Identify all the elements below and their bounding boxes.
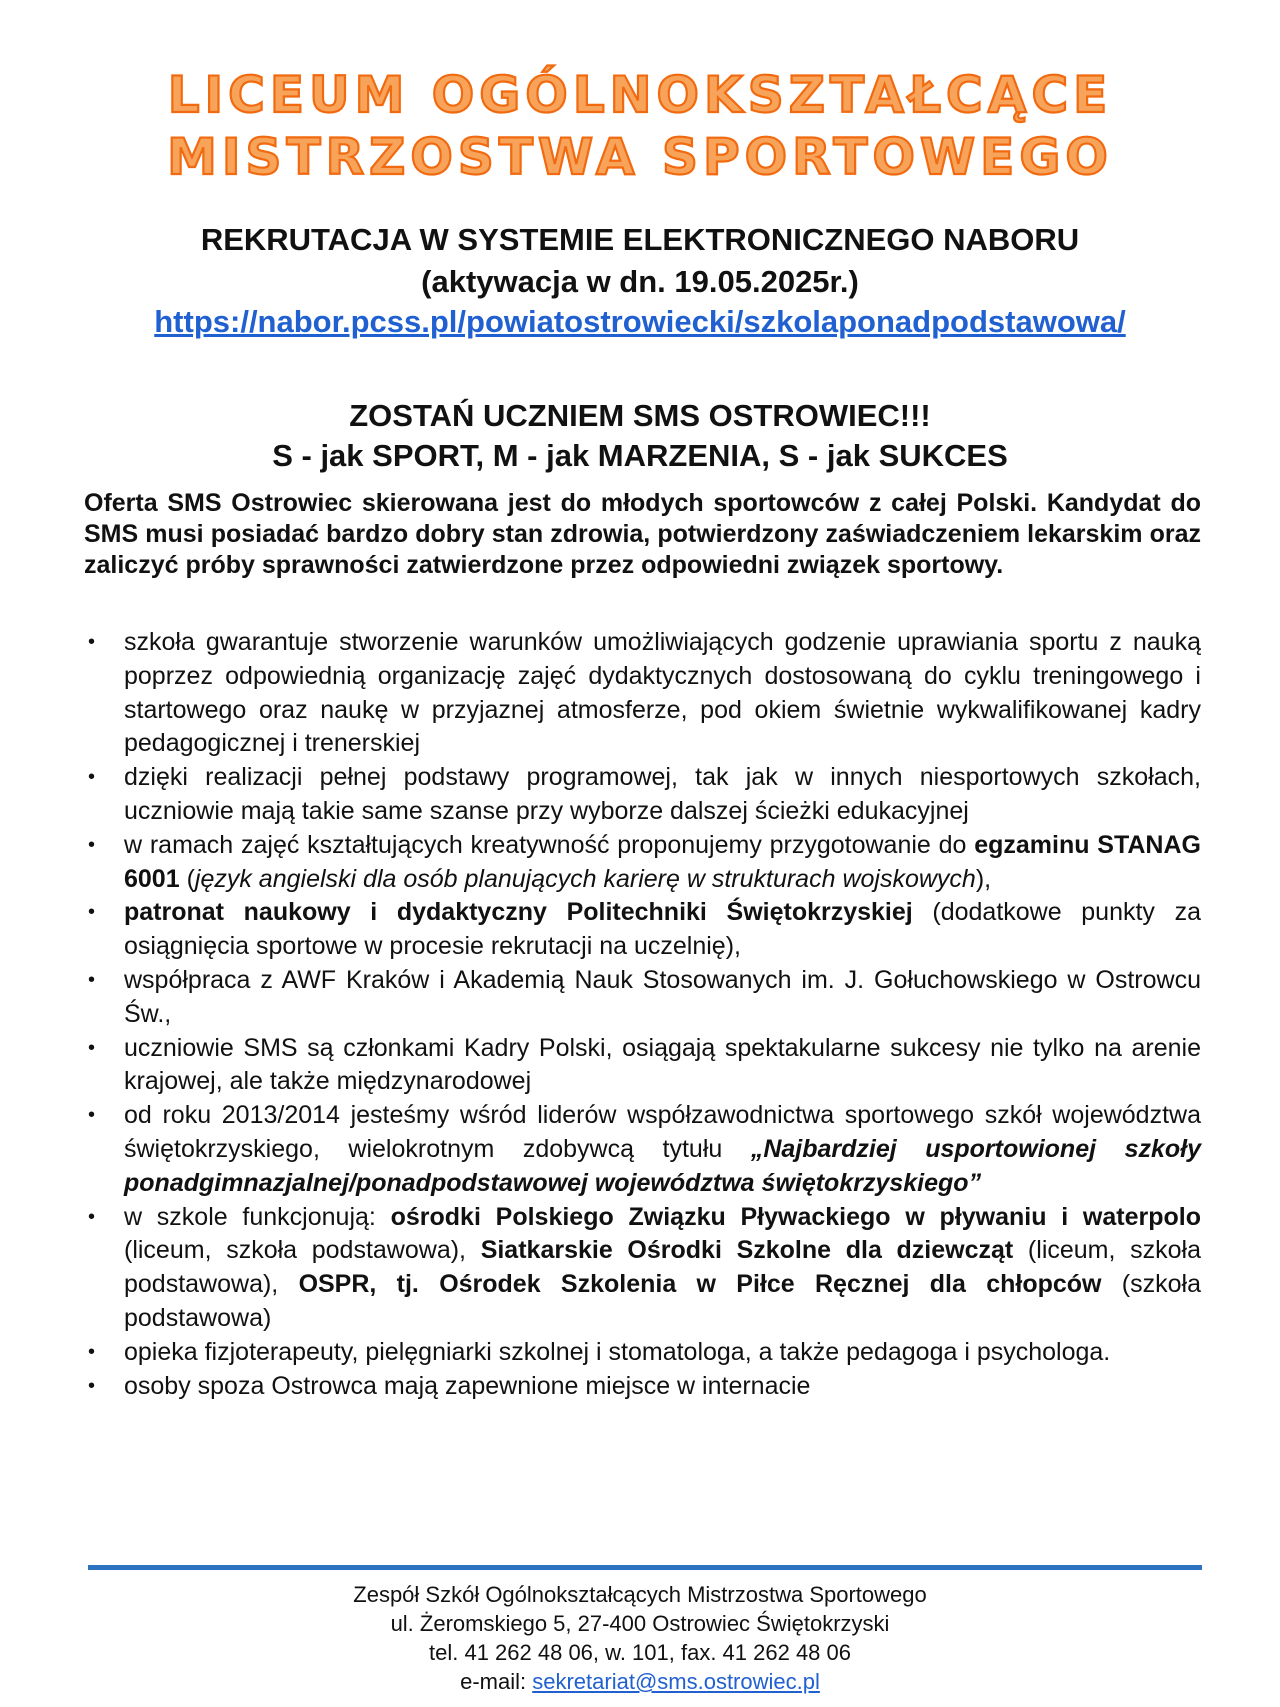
footer-phone: tel. 41 262 48 06, w. 101, fax. 41 262 48 06 bbox=[429, 1640, 851, 1665]
handball-center-text: OSPR, tj. Ośrodek Szkolenia w Piłce Ręcznej dla chłopców bbox=[298, 1270, 1102, 1299]
list-item bbox=[84, 1336, 1201, 1370]
stanag-note-text: język angielski dla osób planujących karierę w strukturach wojskowych bbox=[194, 864, 976, 893]
motto-heading: S - jak SPORT, M - jak MARZENIA, S - jak SUKCES bbox=[272, 438, 1008, 473]
bullet-icon: • bbox=[88, 631, 96, 653]
stanag-exam-text: egzaminu STANAG 6001 bbox=[124, 830, 1201, 893]
list-item-text: ), bbox=[975, 864, 992, 893]
patronage-text: patronat naukowy i dydaktyczny Politechniki Świętokrzyskiej bbox=[124, 898, 913, 927]
school-title-line-2: MISTRZOSTWA SPORTOWEGO bbox=[167, 128, 1113, 186]
list-item bbox=[84, 1099, 1201, 1200]
bullet-icon: • bbox=[88, 833, 96, 856]
list-item-text: osoby spoza Ostrowca mają zapewnione miejsce w internacie bbox=[124, 1371, 811, 1400]
bullet-icon: • bbox=[88, 1340, 96, 1363]
list-item-text: od roku 2013/2014 jesteśmy wśród liderów współzawodnictwa sportowego szkół województwa świętokrzyskiego, wielokrotnym zdobywcą tytułu bbox=[124, 1101, 1201, 1163]
bullet-icon: • bbox=[88, 1036, 96, 1059]
footer-divider bbox=[88, 1565, 1202, 1570]
list-item-text: współpraca z AWF Kraków i Akademią Nauk Stosowanych im. J. Gołuchowskiego w Ostrowcu Św., bbox=[124, 965, 1201, 1028]
list-item bbox=[84, 761, 1201, 829]
offer-list bbox=[84, 626, 1201, 1403]
footer-school-name: Zespół Szkół Ogólnokształcących Mistrzostwa Sportowego bbox=[353, 1582, 927, 1607]
footer-email-row bbox=[0, 1667, 1280, 1696]
list-item-text: opieka fizjoterapeuty, pielęgniarki szkolnej i stomatologa, a także pedagoga i psychologa. bbox=[124, 1337, 1111, 1366]
footer-address: ul. Żeromskiego 5, 27-400 Ostrowiec Świętokrzyski bbox=[390, 1611, 890, 1636]
bullet-icon: • bbox=[88, 968, 96, 991]
bullet-icon: • bbox=[88, 766, 96, 789]
school-title-line-1: LICEUM OGÓLNOKSZTAŁCĄCE bbox=[167, 66, 1113, 124]
list-item bbox=[84, 896, 1201, 964]
bullet-icon: • bbox=[88, 1104, 96, 1127]
recruitment-link[interactable]: https://nabor.pcss.pl/powiatostrowiecki/szkolaponadpodstawowa/ bbox=[154, 304, 1126, 339]
bullet-icon: • bbox=[88, 1205, 96, 1228]
swimming-center-text: ośrodki Polskiego Związku Pływackiego w pływaniu i waterpolo bbox=[390, 1202, 1201, 1231]
list-item-text: w szkole funkcjonują: bbox=[124, 1202, 391, 1231]
email-link[interactable]: sekretariat@sms.ostrowiec.pl bbox=[532, 1669, 820, 1694]
intro-paragraph: Oferta SMS Ostrowiec skierowana jest do młodych sportowców z całej Polski. Kandydat do SMS musi posiadać bardzo dobry stan zdrowia, potwierdzony zaświadczeniem lekarskim oraz zaliczyć próby sprawności zatwierdzone przez odpowiedni związek sportowy. bbox=[84, 489, 1201, 579]
list-item-text: ( bbox=[179, 864, 195, 893]
list-item-text: uczniowie SMS są członkami Kadry Polski, osiągają spektakularne sukcesy nie tylko na arenie krajowej, ale także międzynarodowej bbox=[124, 1033, 1201, 1096]
list-item-text: (liceum, szkoła podstawowa), bbox=[124, 1236, 1201, 1299]
recruitment-heading: REKRUTACJA W SYSTEMIE ELEKTRONICZNEGO NABORU bbox=[200, 222, 1080, 257]
list-item bbox=[84, 1201, 1201, 1336]
list-item-text: (dodatkowe punkty za osiągnięcia sportowe w procesie rekrutacji na uczelnię), bbox=[124, 898, 1201, 961]
footer bbox=[0, 1580, 1280, 1696]
list-item bbox=[84, 1370, 1201, 1404]
slogan-heading: ZOSTAŃ UCZNIEM SMS OSTROWIEC!!! bbox=[349, 398, 931, 433]
list-item-text: (szkoła podstawowa) bbox=[124, 1270, 1201, 1332]
list-item-text: w ramach zajęć kształtujących kreatywność proponujemy przygotowanie do bbox=[124, 830, 975, 859]
award-title-text: „Najbardziej usportowionej szkoły ponadgimnazjalnej/ponadpodstawowej województwa świętokrzyskiego” bbox=[124, 1134, 1201, 1197]
activation-date: (aktywacja w dn. 19.05.2025r.) bbox=[421, 264, 859, 299]
list-item-text: szkoła gwarantuje stworzenie warunków umożliwiających godzenie uprawiania sportu z nauką poprzez odpowiednią organizację zajęć dydaktycznych dostosowaną do cyklu treningowego i startowego oraz naukę w przyjaznej atmosferze, pod okiem świetnie wykwalifikowanej kadry pedagogicznej i trenerskiej bbox=[124, 628, 1201, 758]
volleyball-center-text: Siatkarskie Ośrodki Szkolne dla dziewcząt bbox=[480, 1236, 1014, 1265]
list-item-text: (liceum, szkoła podstawowa), bbox=[124, 1236, 481, 1265]
list-item bbox=[84, 964, 1201, 1032]
email-label: e-mail: bbox=[460, 1669, 533, 1694]
bullet-icon: • bbox=[88, 901, 96, 924]
list-item bbox=[84, 829, 1201, 897]
list-item bbox=[84, 1032, 1201, 1100]
list-item bbox=[84, 626, 1201, 761]
bullet-icon: • bbox=[88, 1374, 96, 1397]
list-item-text: dzięki realizacji pełnej podstawy programowej, tak jak w innych niesportowych szkołach, uczniowie mają takie same szanse przy wyborze dalszej ścieżki edukacyjnej bbox=[124, 763, 1201, 825]
